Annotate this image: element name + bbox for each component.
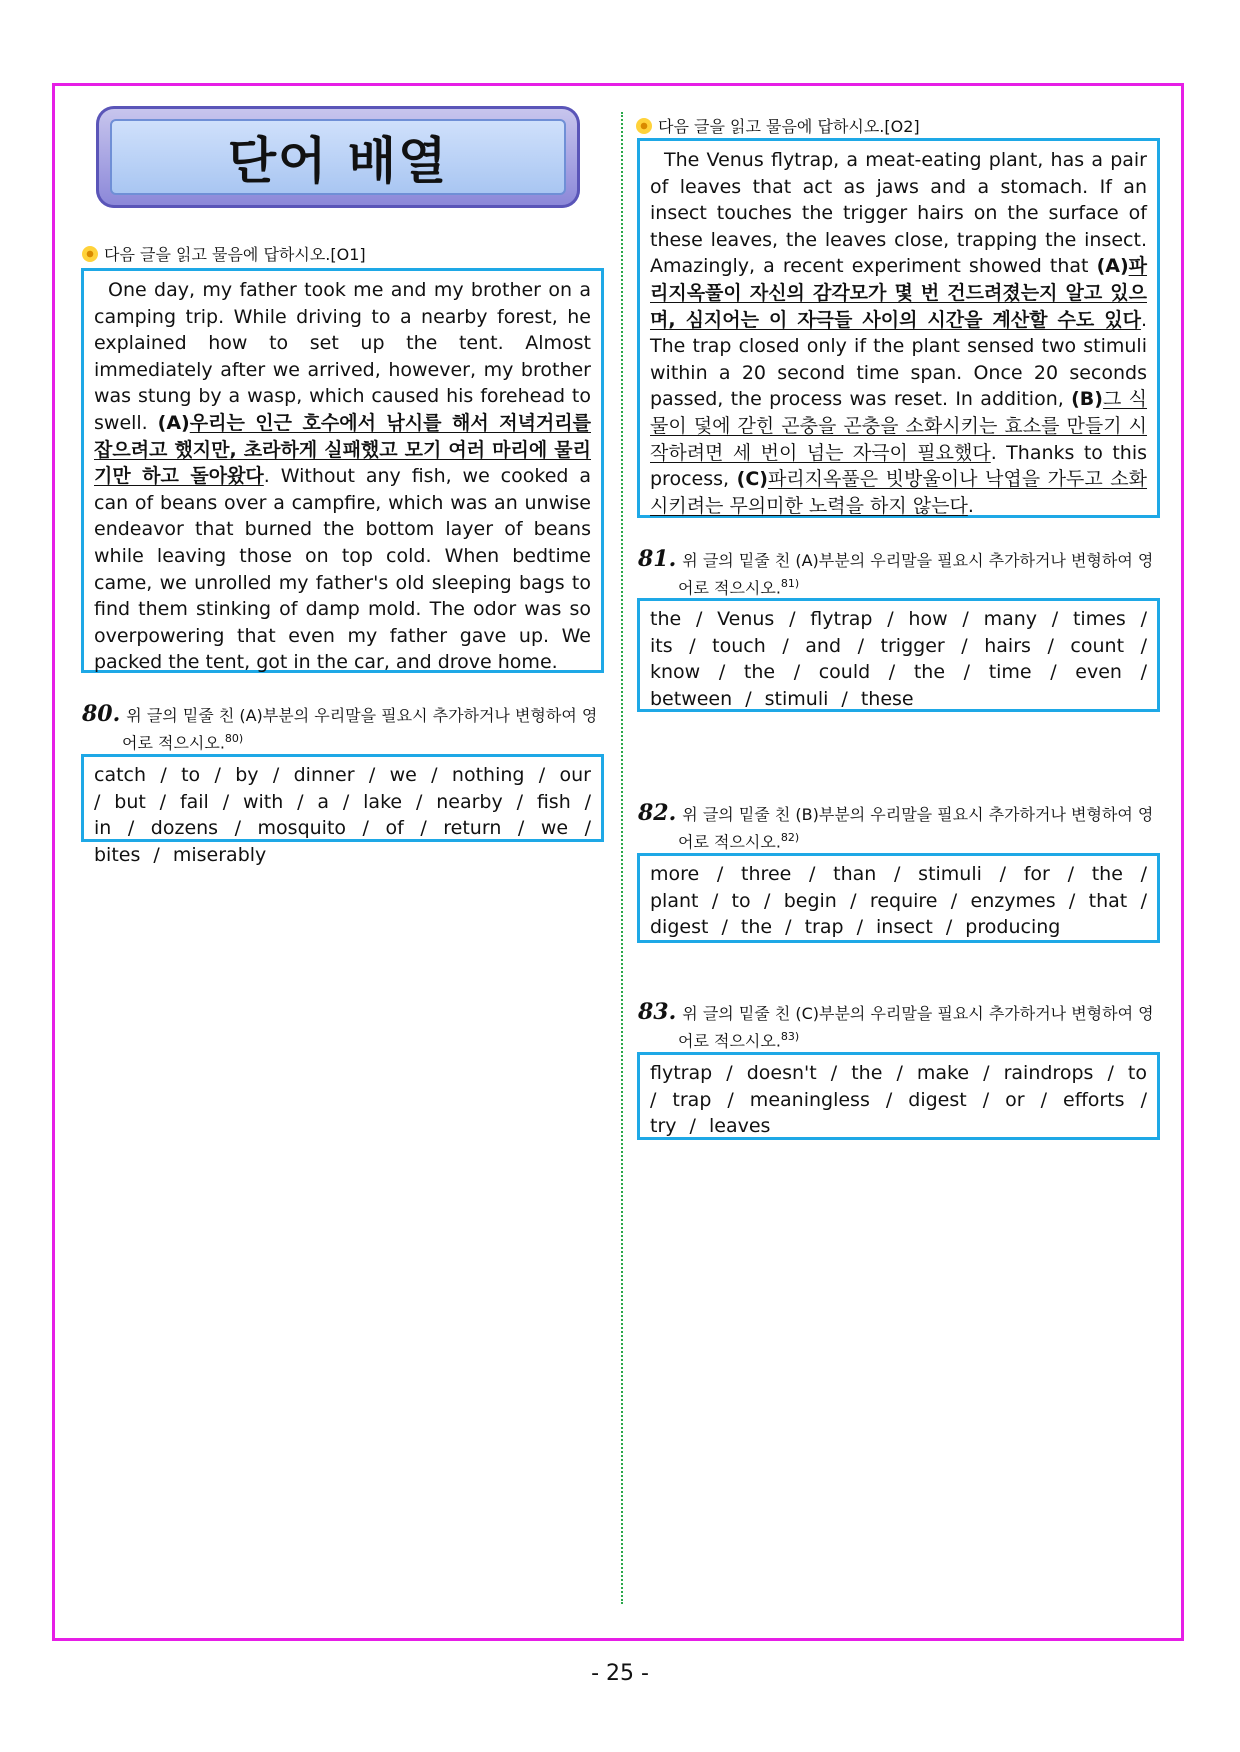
passage-1 [94,277,591,676]
question-text-line1: 위 글의 밑줄 친 (B)부분의 우리말을 필요시 추가하거나 변형하여 영 [682,805,1154,824]
column-divider [621,112,623,1604]
question-82-word-box [637,853,1160,943]
footnote-ref: 81) [780,577,800,590]
footnote-ref: 80) [224,732,244,745]
footnote-ref: 82) [780,831,800,844]
word-list: catch / to / by / dinner / we / nothing / our / but / fail / with / a / lake / nearby / fish / in / dozens / mosquito / of / return / we / bites / miserably [94,764,591,866]
question-80-word-box [81,754,604,866]
question-82-heading [638,802,1163,853]
question-text-line1: 위 글의 밑줄 친 (A)부분의 우리말을 필요시 추가하거나 변형하여 영 [126,706,598,725]
question-81-word-box [637,598,1160,712]
passage-1-box [81,268,604,673]
question-text-line2: 어로 적으시오. [678,1031,781,1051]
instruction-2-text: 다음 글을 읽고 물음에 답하시오.[O2] [658,117,920,136]
question-text-line2: 어로 적으시오. [678,832,781,852]
passage-2-box [637,138,1160,518]
title-banner-inner [110,119,566,195]
passage-2 [650,147,1147,519]
flower-icon [636,118,652,134]
question-text-line2: 어로 적으시오. [122,733,225,753]
question-number: 80. [82,701,121,727]
flower-icon [82,246,98,262]
passage-1-before: One day, my father took me and my brother on a camping trip. While driving to a nearby forest, he explained how to set up the tent. Almost immediately after we arrived, however, my brother was stung by a wasp, which caused his forehead to swell. [94,279,591,434]
page-number: - 25 - [591,1661,649,1686]
passage-2-tag-b: (B) [1071,388,1103,411]
page-title: 단어 배열 [227,132,449,190]
passage-1-after: . Without any fish, we cooked a can of beans over a campfire, which was an unwise endeavor that burned the bottom layer of beans while leaving those on top cold. When bedtime came, we unrolled my father's old sleeping bags to find them stinking of damp mold. The odor was so overpowering that even my father gave up. We packed the tent, got in the car, and drove home. [94,465,591,674]
instruction-2 [636,114,920,137]
passage-2-p3: . Thanks to this process, [650,441,1147,491]
question-number: 82. [638,800,677,826]
passage-2-tag-a: (A) [1096,255,1129,278]
question-text-line1: 위 글의 밑줄 친 (C)부분의 우리말을 필요시 추가하거나 변형하여 영 [682,1004,1154,1023]
word-list: more / three / than / stimuli / for / the / plant / to / begin / require / enzymes / that / digest / the / trap / insect / producing [650,863,1147,939]
question-number: 83. [638,999,677,1025]
question-text-line2: 어로 적으시오. [678,578,781,598]
passage-1-korean-a: 우리는 인근 호수에서 낚시를 해서 저녁거리를 잡으려고 했지만, 초라하게 실패했고 모기 여러 마리에 물리기만 하고 돌아왔다 [94,411,591,488]
question-83-word-box [637,1052,1160,1140]
question-80-heading [82,703,607,754]
question-81-heading [638,548,1163,599]
passage-2-tag-c: (C) [736,468,768,491]
question-number: 81. [638,546,677,572]
passage-2-korean-c: 파리지옥풀은 빗방울이나 낙엽을 가두고 소화시키려는 무의미한 노력을 하지 않는다 [650,468,1148,517]
footnote-ref: 83) [780,1030,800,1043]
passage-2-korean-a: 파리지옥풀이 자신의 감각모가 몇 번 건드려졌는지 알고 있으며, 심지어는 이 자극들 사이의 시간을 계산할 수도 있다 [650,255,1147,331]
word-list: flytrap / doesn't / the / make / raindrops / to / trap / meaningless / digest / or / efforts / try / leaves [650,1062,1147,1138]
question-text-line1: 위 글의 밑줄 친 (A)부분의 우리말을 필요시 추가하거나 변형하여 영 [682,551,1154,570]
passage-2-p2: . The trap closed only if the plant sensed two stimuli within a 20 second time span. Once 20 seconds passed, the process was reset. In addition, [650,308,1147,411]
passage-2-p4: . [967,494,974,517]
passage-2-p1: The Venus flytrap, a meat-eating plant, has a pair of leaves that act as jaws and a stomach. If an insect touches the trigger hairs on the surface of these leaves, the leaves close, trapping the insect. Amazingly, a recent experiment showed that [650,149,1147,278]
instruction-1 [82,242,366,265]
instruction-1-text: 다음 글을 읽고 물음에 답하시오.[O1] [104,245,366,264]
word-list: the / Venus / flytrap / how / many / times / its / touch / and / trigger / hairs / count / know / the / could / the / time / even / between / stimuli / these [650,608,1147,710]
title-banner [96,106,580,208]
question-83-heading [638,1001,1163,1052]
passage-1-tag-a: (A) [157,411,190,434]
passage-2-korean-b: 그 식물이 덫에 갇힌 곤충을 곤충을 소화시키는 효소를 만들기 시작하려면 세 번이 넘는 자극이 필요했다 [650,388,1147,464]
